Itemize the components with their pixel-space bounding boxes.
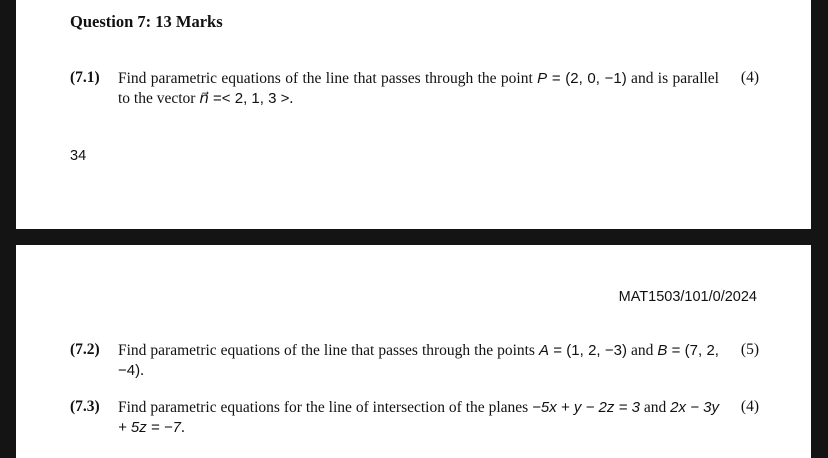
- text-segment: Find parametric equations for the line of intersection of the planes: [118, 399, 533, 416]
- math-expression: = (1, 2, −3): [548, 342, 627, 359]
- text-segment: .: [140, 362, 144, 379]
- marks-label: (4): [740, 398, 759, 415]
- question-text: [118, 341, 719, 381]
- text-segment: .: [180, 419, 185, 436]
- question-text: [118, 69, 719, 109]
- page-bottom: [16, 245, 811, 458]
- text-segment: .: [289, 90, 294, 107]
- math-expression: = (2, 0, −1): [547, 70, 627, 87]
- question-number: (7.1): [70, 69, 100, 86]
- marks-label: (5): [740, 341, 759, 358]
- document-code: MAT1503/101/0/2024: [618, 289, 757, 305]
- text-segment: Find parametric equations of the line that passes through the point: [118, 70, 538, 87]
- marks-label: (4): [740, 69, 759, 86]
- text-segment: Find parametric equations of the line that passes through the points: [118, 342, 539, 359]
- math-expression: = (7, 2, −4): [118, 342, 719, 379]
- question-number: (7.2): [70, 341, 100, 358]
- question-text: [118, 398, 719, 438]
- math-equation: 2x − 3y + 5z = −7: [118, 399, 720, 436]
- math-variable: B: [657, 342, 668, 359]
- text-segment: and: [626, 342, 658, 359]
- page-number: 34: [70, 148, 87, 164]
- math-variable: P: [537, 70, 548, 87]
- question-title: Question 7: 13 Marks: [70, 12, 223, 31]
- page-top: [16, 0, 811, 229]
- math-variable: A: [538, 342, 549, 359]
- math-equation: −5x + y − 2z = 3: [532, 399, 640, 416]
- math-vector: n⃗: [199, 90, 209, 107]
- text-segment: and: [639, 399, 671, 416]
- math-expression: =< 2, 1, 3 >: [208, 90, 290, 107]
- text-segment: and is parallel to the vector: [118, 70, 719, 107]
- question-number: (7.3): [70, 398, 100, 415]
